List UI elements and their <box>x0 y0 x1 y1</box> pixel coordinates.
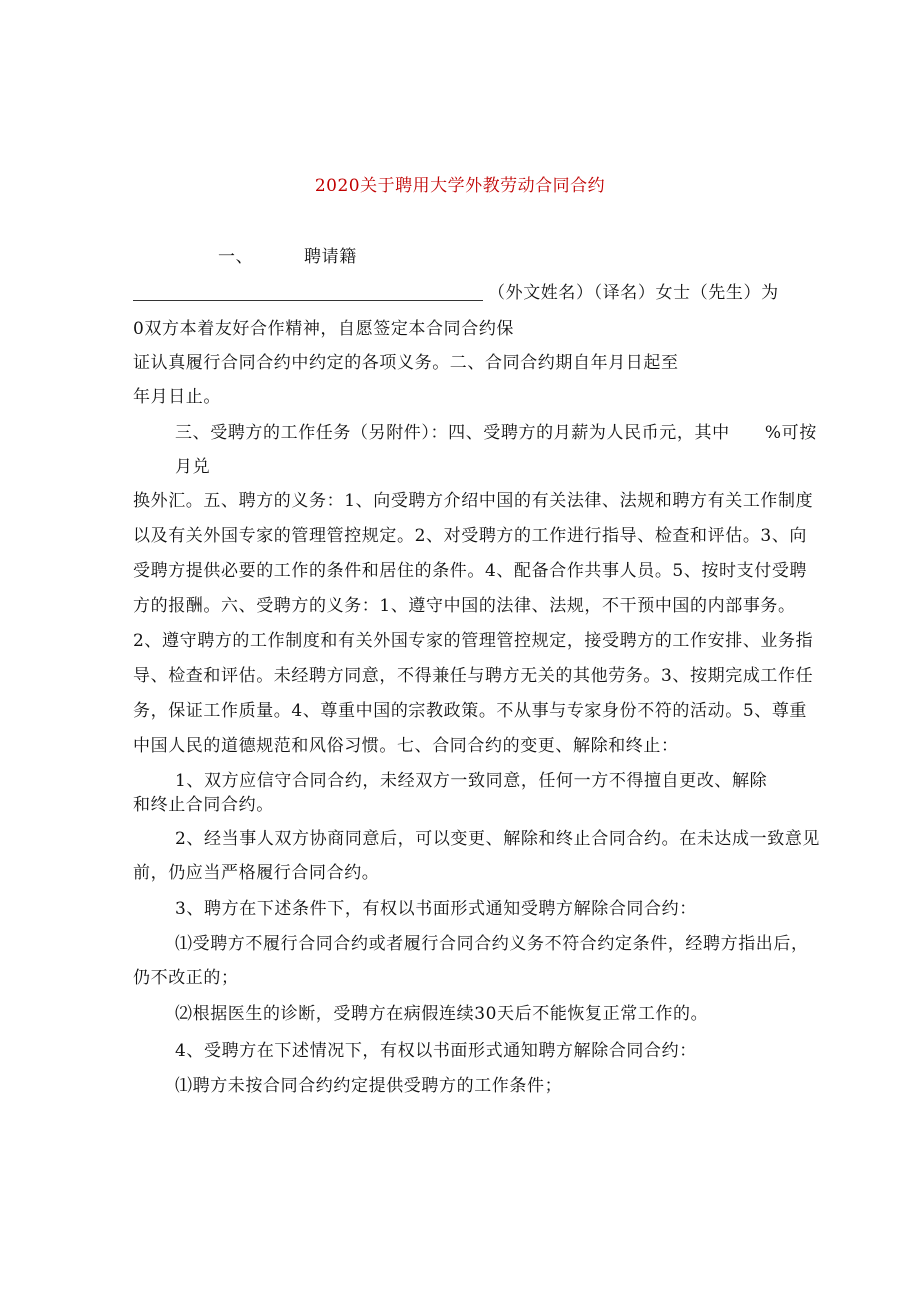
paragraph-line: 务，保证工作质量。4、尊重中国的宗教政策。不从事与专家身份不符的活动。5、尊重 <box>133 701 808 721</box>
document-title: 2020关于聘用大学外教劳动合同合约 <box>314 176 606 196</box>
name-blank-line <box>133 300 483 301</box>
paragraph-line: ⑴受聘方不履行合同合约或者履行合同合约义务不符合约定条件，经聘方指出后， <box>175 934 809 954</box>
paragraph-line: 年月日止。 <box>133 387 221 407</box>
paragraph-line: 方的报酬。六、受聘方的义务：1、遵守中国的法律、法规，不干预中国的内部事务。 <box>133 596 796 616</box>
paragraph-line: 仍不改正的； <box>133 968 239 988</box>
paragraph-line: 三、受聘方的工作任务（另附件）：四、受聘方的月薪为人民币元，其中 %可按 <box>175 423 817 443</box>
section-one-label: 聘请籍 <box>304 247 357 267</box>
paragraph-line: 前，仍应当严格履行合同合约。 <box>133 863 380 883</box>
paragraph-line: 2、遵守聘方的工作制度和有关外国专家的管理管控规定，接受聘方的工作安排、业务指 <box>133 631 814 651</box>
paragraph-line: 证认真履行合同合约中约定的各项义务。二、合同合约期自年月日起至 <box>133 353 679 373</box>
paragraph-line: （外文姓名）（译名）女士（先生）为 <box>488 283 779 303</box>
paragraph-line: 0双方本着友好合作精神，自愿签定本合同合约保 <box>133 319 515 339</box>
paragraph-line: 月兑 <box>175 457 211 477</box>
paragraph-line: 导、检查和评估。未经聘方同意，不得兼任与聘方无关的其他劳务。3、按期完成工作任 <box>133 666 814 686</box>
paragraph-line: 换外汇。五、聘方的义务：1、向受聘方介绍中国的有关法律、法规和聘方有关工作制度 <box>133 491 814 511</box>
paragraph-line: 4、受聘方在下述情况下，有权以书面形式通知聘方解除合同合约： <box>175 1041 697 1061</box>
paragraph-line: 2、经当事人双方协商同意后，可以变更、解除和终止合同合约。在未达成一致意见 <box>175 829 821 849</box>
paragraph-line: 中国人民的道德规范和风俗习惯。七、合同合约的变更、解除和终止： <box>133 736 679 756</box>
section-one-number: 一、 <box>218 247 254 267</box>
paragraph-line: 受聘方提供必要的工作的条件和居住的条件。4、配备合作共事人员。5、按时支付受聘 <box>133 561 808 581</box>
paragraph-line: ⑵根据医生的诊断，受聘方在病假连续30天后不能恢复正常工作的。 <box>175 1004 709 1024</box>
paragraph-line: 3、聘方在下述条件下，有权以书面形式通知受聘方解除合同合约： <box>175 899 697 919</box>
paragraph-line: 和终止合同合约。 <box>133 795 274 815</box>
paragraph-line: 1、双方应信守合同合约，未经双方一致同意，任何一方不得擅自更改、解除 <box>175 771 768 791</box>
paragraph-line: 以及有关外国专家的管理管控规定。2、对受聘方的工作进行指导、检查和评估。3、向 <box>133 526 808 546</box>
paragraph-line: ⑴聘方未按合同合约约定提供受聘方的工作条件； <box>175 1076 563 1096</box>
